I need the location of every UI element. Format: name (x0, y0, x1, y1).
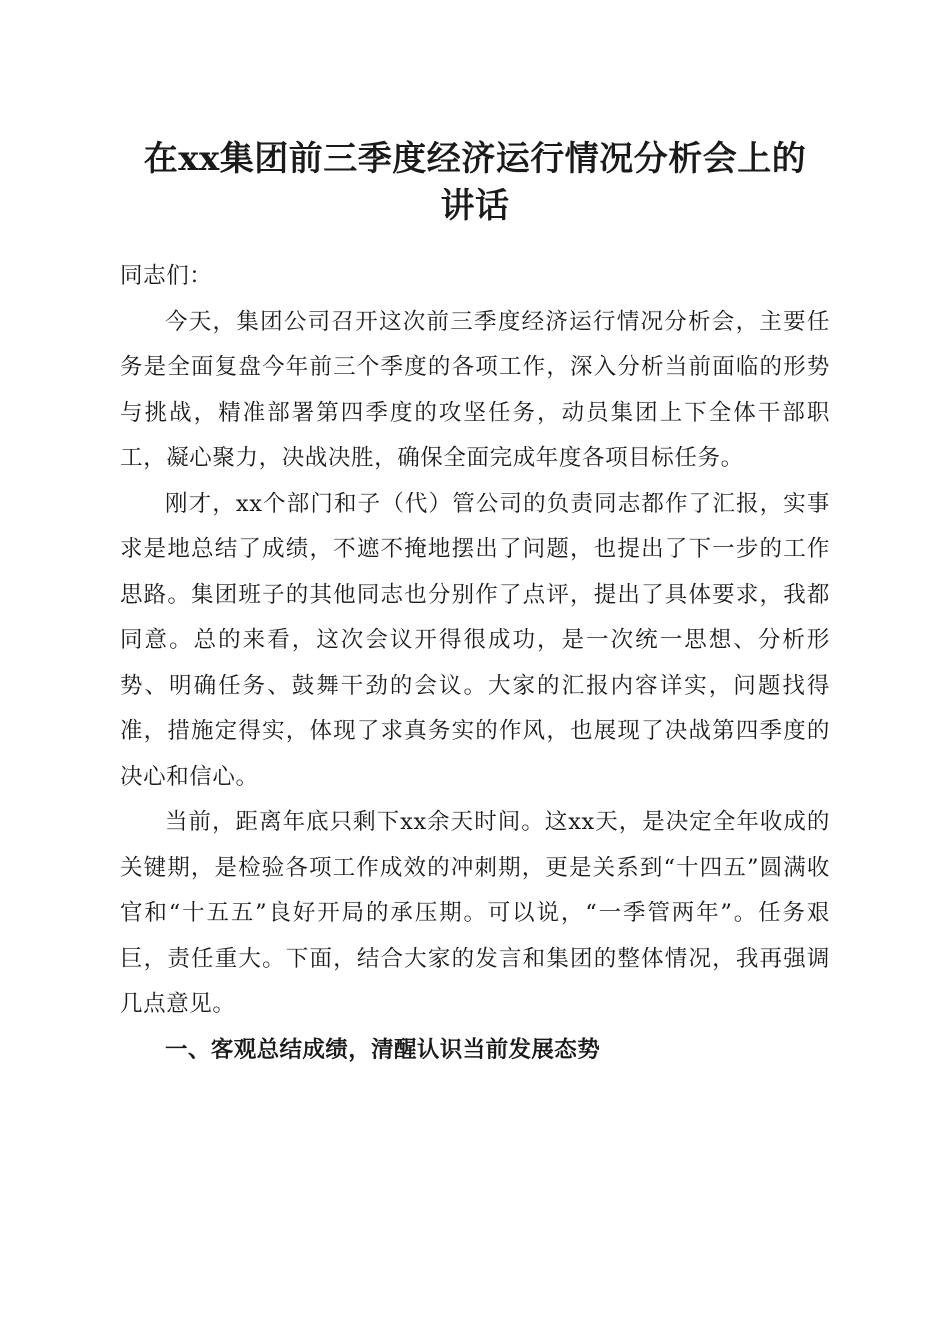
section-heading: 一、客观总结成绩，清醒认识当前发展态势 (165, 1036, 601, 1063)
title-line-2: 讲话 (440, 186, 510, 226)
paragraph-3: 当前，距离年底只剩下xx余天时间。这xx天，是决定全年收成的关键期，是检验各项工作成效的冲刺期，更是关系到“十四五”圆满收官和“十五五”良好开局的承压期。可以说，“一季管两年”。任务艰巨，责任重大。下面，结合大家的发言和集团的整体情况，我再强调几点意见。 (120, 809, 830, 1017)
paragraph-1: 今天，集团公司召开这次前三季度经济运行情况分析会，主要任务是全面复盘今年前三个季度的各项工作，深入分析当前面临的形势与挑战，精准部署第四季度的攻坚任务，动员集团上下全体干部职工，凝心聚力，决战决胜，确保全面完成年度各项目标任务。 (120, 308, 830, 471)
salutation: 同志们： (120, 263, 213, 289)
paragraph-2: 刚才，xx个部门和子（代）管公司的负责同志都作了汇报，实事求是地总结了成绩，不遮不掩地摆出了问题，也提出了下一步的工作思路。集团班子的其他同志也分别作了点评，提出了具体要求，我都同意。总的来看，这次会议开得很成功，是一次统一思想、分析形势、明确任务、鼓舞干劲的会议。大家的汇报内容详实，问题找得准，措施定得实，体现了求真务实的作风，也展现了决战第四季度的决心和信心。 (120, 490, 830, 790)
document-body (120, 254, 830, 1073)
title-line-1: 在xx集团前三季度经济运行情况分析会上的 (143, 139, 807, 179)
document-title (110, 136, 840, 230)
